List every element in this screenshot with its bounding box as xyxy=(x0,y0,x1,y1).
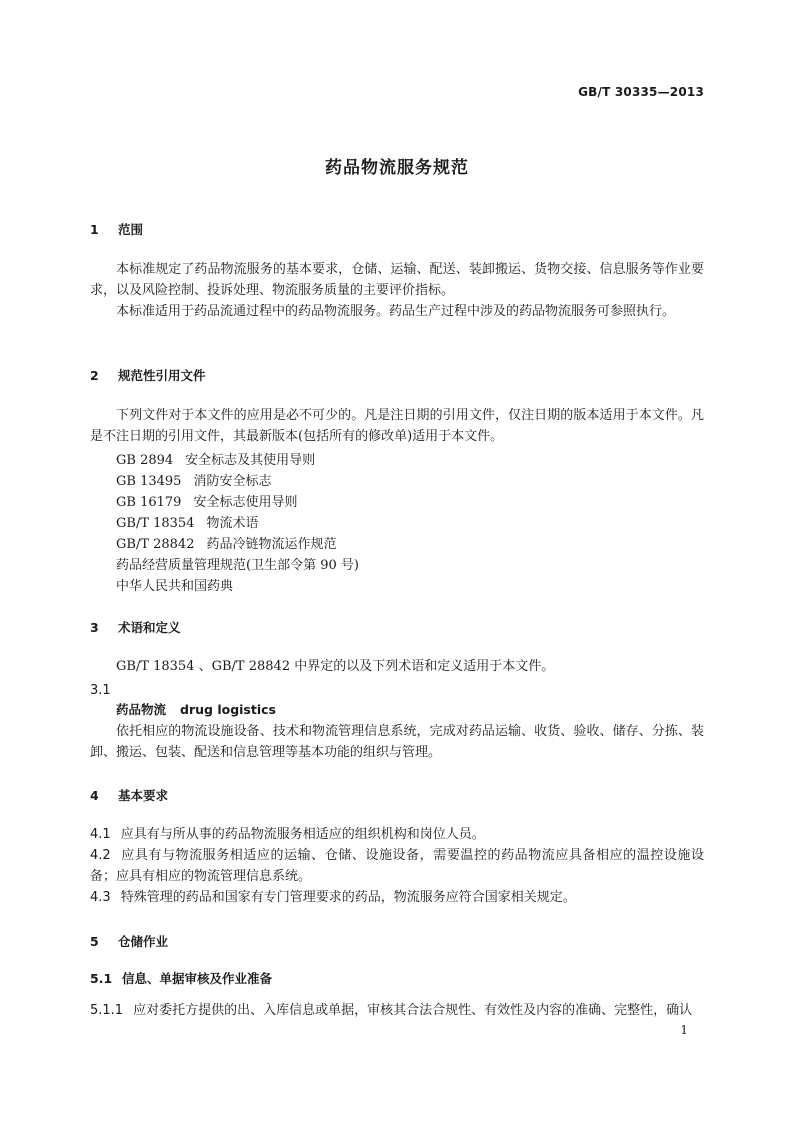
scope-paragraph-2: 本标准适用于药品流通过程中的药品物流服务。药品生产过程中涉及的药品物流服务可参照执行。 xyxy=(116,304,676,319)
section-title: 仓储作业 xyxy=(118,934,169,949)
reference-item xyxy=(116,449,315,468)
reference-title: 安全标志使用导则 xyxy=(193,495,298,510)
clause-number: 4.2 xyxy=(90,848,111,863)
term-english: drug logistics xyxy=(180,702,276,717)
clause-text: 应具有与物流服务相适应的运输、仓储、设施设备，需要温控的药品物流应具备相应的温控设施设备；应具有相应的物流管理信息系统。 xyxy=(90,848,704,884)
clause-4-1 xyxy=(90,824,704,845)
reference-code: GB/T 18354 xyxy=(116,516,195,531)
reference-item xyxy=(116,512,259,531)
clause-4-3 xyxy=(90,887,704,908)
section-title: 基本要求 xyxy=(118,788,169,803)
reference-code: GB 2894 xyxy=(116,453,174,468)
section-number: 4 xyxy=(90,788,99,803)
section-number: 5 xyxy=(90,934,99,949)
section-number: 3 xyxy=(90,620,99,635)
reference-item xyxy=(116,533,337,552)
term-chinese: 药品物流 xyxy=(116,702,167,717)
clause-number: 4.3 xyxy=(90,890,111,905)
subsection-title: 信息、单据审核及作业准备 xyxy=(122,971,273,986)
reference-code: GB/T 28842 xyxy=(116,537,195,552)
reference-title: 药品冷链物流运作规范 xyxy=(206,537,337,552)
clause-number: 4.1 xyxy=(90,827,111,842)
term-heading xyxy=(116,700,276,718)
standard-code: GB/T 30335—2013 xyxy=(578,85,704,99)
document-title: 药品物流服务规范 xyxy=(325,158,469,178)
subsection-5-1-heading xyxy=(90,969,272,987)
scope-paragraph-1: 本标准规定了药品物流服务的基本要求，仓储、运输、配送、装卸搬运、货物交接、信息服务等作业要求，以及风险控制、投诉处理、物流服务质量的主要评价指标。 xyxy=(90,262,704,298)
section-1-heading xyxy=(90,220,143,238)
reference-item-gsp: 药品经营质量管理规范(卫生部令第 90 号) xyxy=(116,558,359,573)
page-number: 1 xyxy=(680,1023,688,1037)
term-definition: 依托相应的物流设施设备、技术和物流管理信息系统，完成对药品运输、收货、验收、储存、分拣、装卸、搬运、包装、配送和信息管理等基本功能的组织与管理。 xyxy=(90,724,704,760)
clause-5-1-1 xyxy=(90,1000,704,1021)
reference-title: 物流术语 xyxy=(206,516,259,531)
terms-intro-paragraph: GB/T 18354 、GB/T 28842 中界定的以及下列术语和定义适用于本文件。 xyxy=(116,659,555,674)
reference-title: 安全标志及其使用导则 xyxy=(185,453,316,468)
section-number: 1 xyxy=(90,222,99,237)
clause-number: 5.1.1 xyxy=(90,1003,124,1018)
refs-intro-paragraph: 下列文件对于本文件的应用是必不可少的。凡是注日期的引用文件，仅注日期的版本适用于本文件。凡是不注日期的引用文件，其最新版本(包括所有的修改单)适用于本文件。 xyxy=(90,408,704,444)
section-title: 规范性引用文件 xyxy=(118,368,206,383)
reference-code: GB 16179 xyxy=(116,495,182,510)
reference-item xyxy=(116,491,297,510)
section-title: 范围 xyxy=(118,222,144,237)
reference-code: GB 13495 xyxy=(116,474,182,489)
reference-item-pharmacopoeia: 中华人民共和国药典 xyxy=(116,579,234,594)
clause-text: 应具有与所从事的药品物流服务相适应的组织机构和岗位人员。 xyxy=(120,827,485,842)
clause-text: 应对委托方提供的出、入库信息或单据，审核其合法合规性、有效性及内容的准确、完整性，确认 xyxy=(133,1003,693,1018)
reference-title: 消防安全标志 xyxy=(193,474,272,489)
clause-number: 3.1 xyxy=(90,683,111,698)
clause-text: 特殊管理的药品和国家有专门管理要求的药品，物流服务应符合国家相关规定。 xyxy=(120,890,576,905)
section-title: 术语和定义 xyxy=(118,620,181,635)
section-2-heading xyxy=(90,366,206,384)
section-3-heading xyxy=(90,618,181,636)
section-4-heading xyxy=(90,786,168,804)
term-number xyxy=(90,680,704,701)
section-number: 2 xyxy=(90,368,99,383)
reference-item xyxy=(116,470,271,489)
section-5-heading xyxy=(90,932,168,950)
subsection-number: 5.1 xyxy=(90,971,113,986)
clause-4-2 xyxy=(90,845,704,887)
